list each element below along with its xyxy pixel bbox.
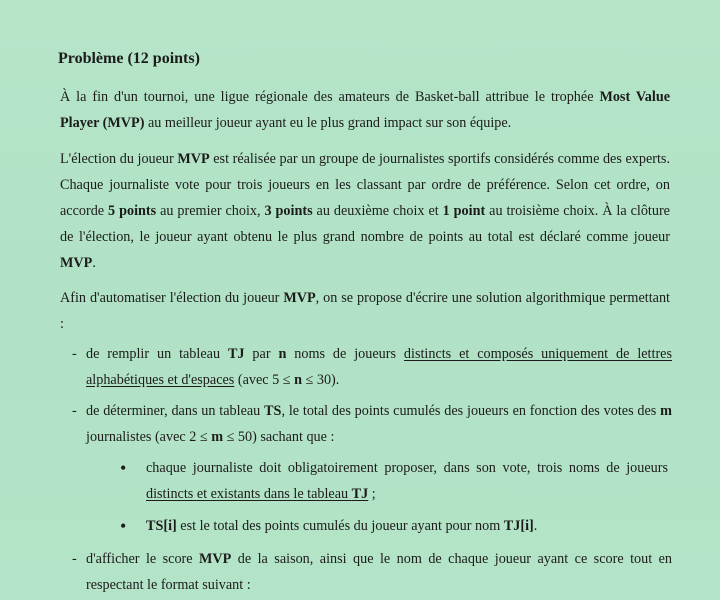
text: au deuxième choix et bbox=[312, 203, 443, 219]
list-item bbox=[72, 546, 672, 598]
bullet-marker: • bbox=[120, 516, 127, 536]
text: , on se propose d'écrire une solution algorithmique permettant : bbox=[60, 290, 670, 332]
text: chaque journaliste doit obligatoirement proposer, dans son vote, trois noms de joueurs bbox=[146, 460, 668, 476]
bold-text: MVP bbox=[199, 551, 232, 567]
election-paragraph bbox=[60, 146, 670, 276]
text: . bbox=[92, 255, 96, 271]
bold-text: 1 point bbox=[442, 203, 486, 219]
dash-marker: - bbox=[72, 551, 77, 567]
bold-text: TS[i] bbox=[146, 518, 177, 534]
text: ≤ 30). bbox=[301, 372, 340, 388]
text: À la fin d'un tournoi, une ligue régionale des amateurs de Basket-ball attribue le trophée bbox=[60, 89, 600, 105]
bullet-marker: • bbox=[120, 458, 127, 478]
text: ≤ 50) sachant que : bbox=[223, 429, 335, 445]
bold-text: n bbox=[294, 372, 302, 388]
bold-text: m bbox=[211, 429, 224, 445]
text: . bbox=[533, 518, 538, 534]
text: par bbox=[244, 346, 279, 362]
bold-text: 3 points bbox=[264, 203, 313, 219]
dash-marker: - bbox=[72, 346, 77, 362]
text: au meilleur joueur ayant eu le plus grand impact sur son équipe. bbox=[144, 115, 512, 131]
text: est réalisée par un groupe de journalistes sportifs considérés comme des experts. Chaque journaliste vote pour trois joueurs en les classant par ordre de préférence. Selon cet ordre, on accorde bbox=[60, 151, 670, 219]
sub-list-item bbox=[120, 513, 668, 539]
bold-text: m bbox=[660, 403, 672, 419]
text: de la saison, ainsi que le nom de chaque joueur ayant ce score tout en respectant le format suivant : bbox=[86, 551, 672, 593]
bold-text: TS bbox=[264, 403, 282, 419]
text: , le total des points cumulés des joueurs en fonction des votes des bbox=[281, 403, 661, 419]
bold-text: TJ bbox=[227, 346, 245, 362]
intro-paragraph bbox=[60, 84, 670, 136]
automation-paragraph bbox=[60, 285, 670, 337]
text: au premier choix, bbox=[156, 203, 265, 219]
text: au troisième choix. À la clôture de l'élection, le joueur ayant obtenu le plus grand nombre de points au total est déclaré comme joueur bbox=[60, 203, 670, 245]
list-item bbox=[72, 398, 672, 450]
mvp-term: Most Value Player (MVP) bbox=[60, 89, 671, 131]
bold-text: MVP bbox=[60, 255, 93, 271]
list-item bbox=[72, 341, 672, 393]
text: distincts et existants dans le tableau bbox=[146, 486, 352, 502]
text: Afin d'automatiser l'élection du joueur bbox=[60, 290, 284, 306]
bold-text: TJ bbox=[351, 486, 369, 502]
text: noms de joueurs bbox=[286, 346, 404, 362]
text: ; bbox=[368, 486, 376, 502]
text: L'élection du joueur bbox=[60, 151, 178, 167]
text: (avec 5 ≤ bbox=[234, 372, 295, 388]
bold-text: MVP bbox=[177, 151, 210, 167]
problem-title: Problème (12 points) bbox=[58, 50, 200, 67]
bold-text: 5 points bbox=[108, 203, 157, 219]
text: de déterminer, dans un tableau bbox=[86, 403, 265, 419]
underlined-text bbox=[146, 486, 368, 502]
sub-list-item bbox=[120, 455, 668, 507]
underlined-text: distincts et composés uniquement de lettres alphabétiques et d'espaces bbox=[86, 346, 672, 388]
bold-text: TJ[i] bbox=[503, 518, 534, 534]
bold-text: n bbox=[278, 346, 287, 362]
text: est le total des points cumulés du joueur ayant pour nom bbox=[176, 518, 504, 534]
text: d'afficher le score bbox=[86, 551, 200, 567]
text: de remplir un tableau bbox=[86, 346, 228, 362]
dash-marker: - bbox=[72, 403, 77, 419]
bold-text: MVP bbox=[283, 290, 316, 306]
text: journalistes (avec 2 ≤ bbox=[86, 429, 212, 445]
